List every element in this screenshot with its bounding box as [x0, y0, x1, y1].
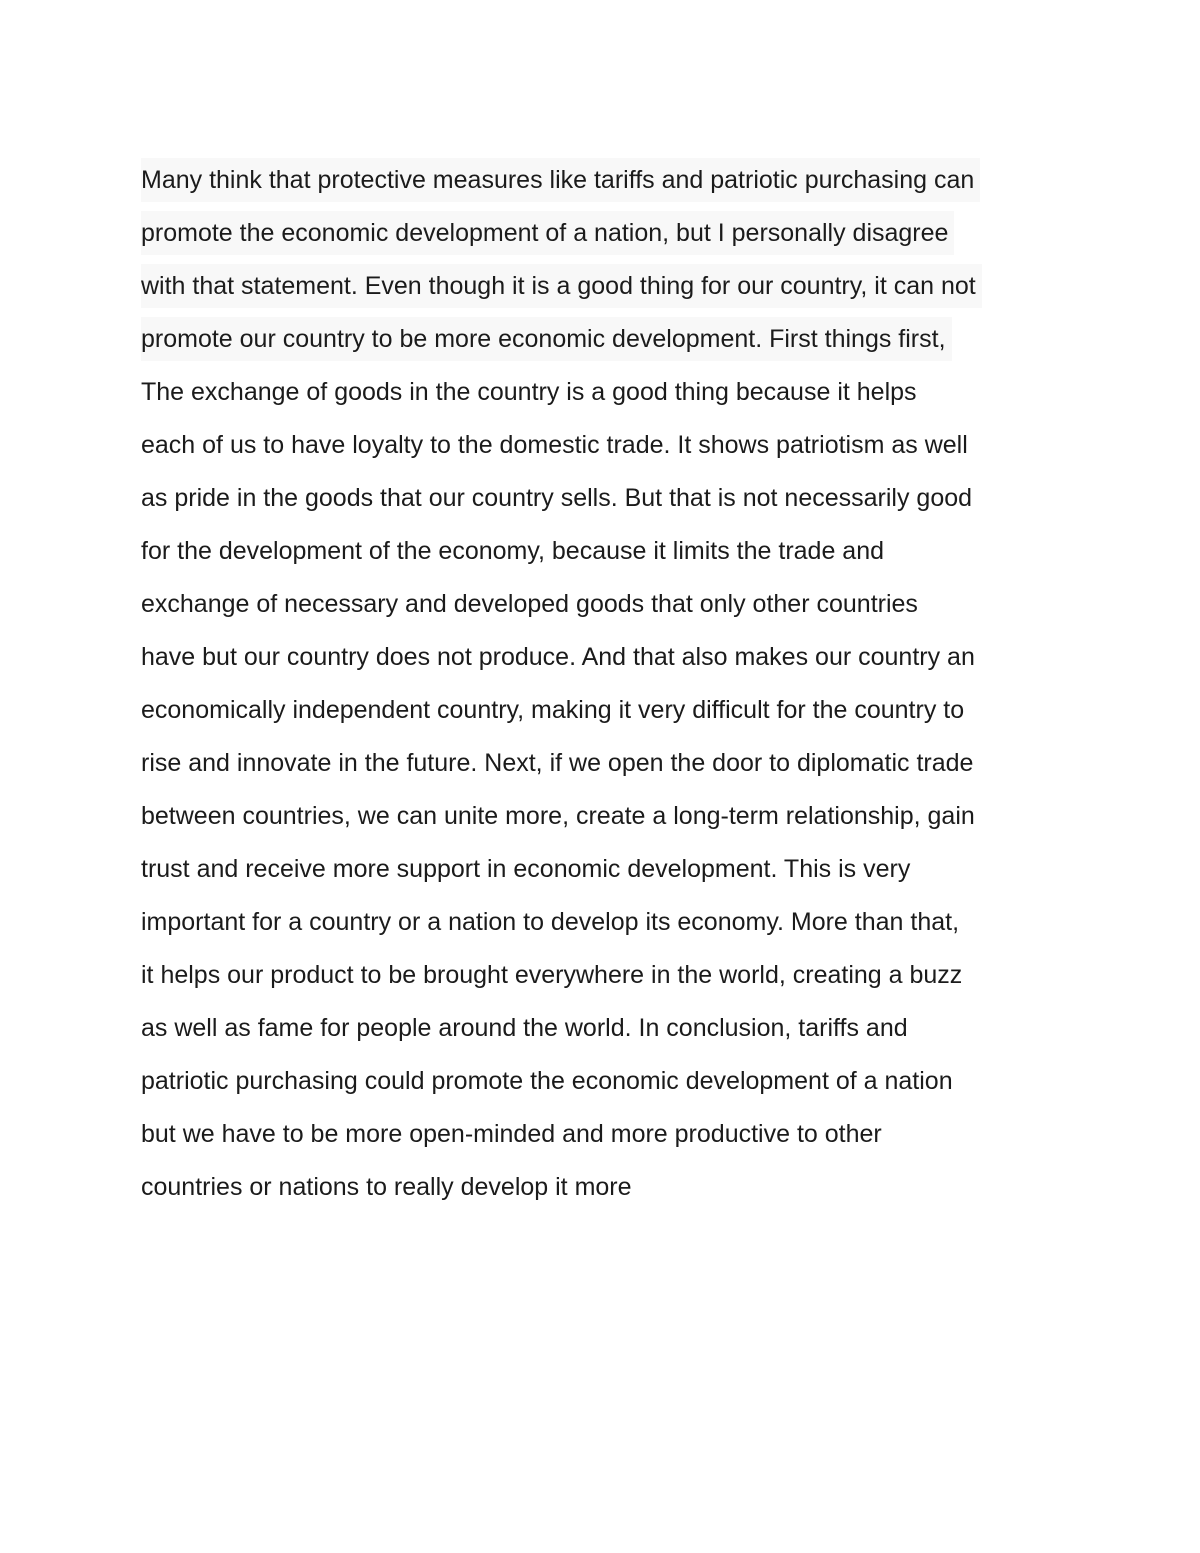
- text-line: [141, 847, 1081, 900]
- text-line: [141, 900, 1081, 953]
- text-line-content: rise and innovate in the future. Next, if we open the door to diplomatic trade: [141, 749, 974, 777]
- text-line: [141, 1059, 1081, 1112]
- text-line-content: it helps our product to be brought everywhere in the world, creating a buzz: [141, 961, 963, 989]
- essay-paragraph: [141, 158, 1081, 1218]
- text-line-content: have but our country does not produce. And that also makes our country an: [141, 643, 975, 671]
- text-line-content: economically independent country, making it very difficult for the country to: [141, 696, 965, 724]
- text-line: [141, 211, 1081, 264]
- text-line: [141, 635, 1081, 688]
- text-line-content: each of us to have loyalty to the domestic trade. It shows patriotism as well: [141, 431, 968, 459]
- text-line-content: important for a country or a nation to develop its economy. More than that,: [141, 908, 960, 936]
- text-line-content: promote our country to be more economic development. First things first,: [141, 317, 952, 361]
- text-line: [141, 953, 1081, 1006]
- text-line: [141, 794, 1081, 847]
- text-line-content: but we have to be more open-minded and more productive to other: [141, 1120, 882, 1148]
- text-line: [141, 1006, 1081, 1059]
- text-line-content: countries or nations to really develop it more: [141, 1173, 632, 1201]
- text-line: [141, 317, 1081, 370]
- text-line-content: Many think that protective measures like tariffs and patriotic purchasing can: [141, 158, 980, 202]
- text-line-content: promote the economic development of a nation, but I personally disagree: [141, 211, 954, 255]
- text-line: [141, 476, 1081, 529]
- text-line: [141, 1165, 1081, 1218]
- text-line: [141, 741, 1081, 794]
- text-line: [141, 582, 1081, 635]
- text-line-content: as pride in the goods that our country sells. But that is not necessarily good: [141, 484, 973, 512]
- text-line-content: The exchange of goods in the country is a good thing because it helps: [141, 378, 917, 406]
- text-line: [141, 370, 1081, 423]
- text-line-content: patriotic purchasing could promote the economic development of a nation: [141, 1067, 953, 1095]
- text-line: [141, 688, 1081, 741]
- text-line: [141, 264, 1081, 317]
- text-line-content: for the development of the economy, because it limits the trade and: [141, 537, 885, 565]
- text-line: [141, 423, 1081, 476]
- text-line-content: with that statement. Even though it is a good thing for our country, it can not: [141, 264, 982, 308]
- text-line-content: as well as fame for people around the world. In conclusion, tariffs and: [141, 1014, 908, 1042]
- text-line: [141, 1112, 1081, 1165]
- text-line-content: trust and receive more support in economic development. This is very: [141, 855, 911, 883]
- text-line-content: between countries, we can unite more, create a long-term relationship, gain: [141, 802, 975, 830]
- text-line: [141, 158, 1081, 211]
- text-line-content: exchange of necessary and developed goods that only other countries: [141, 590, 918, 618]
- text-line: [141, 529, 1081, 582]
